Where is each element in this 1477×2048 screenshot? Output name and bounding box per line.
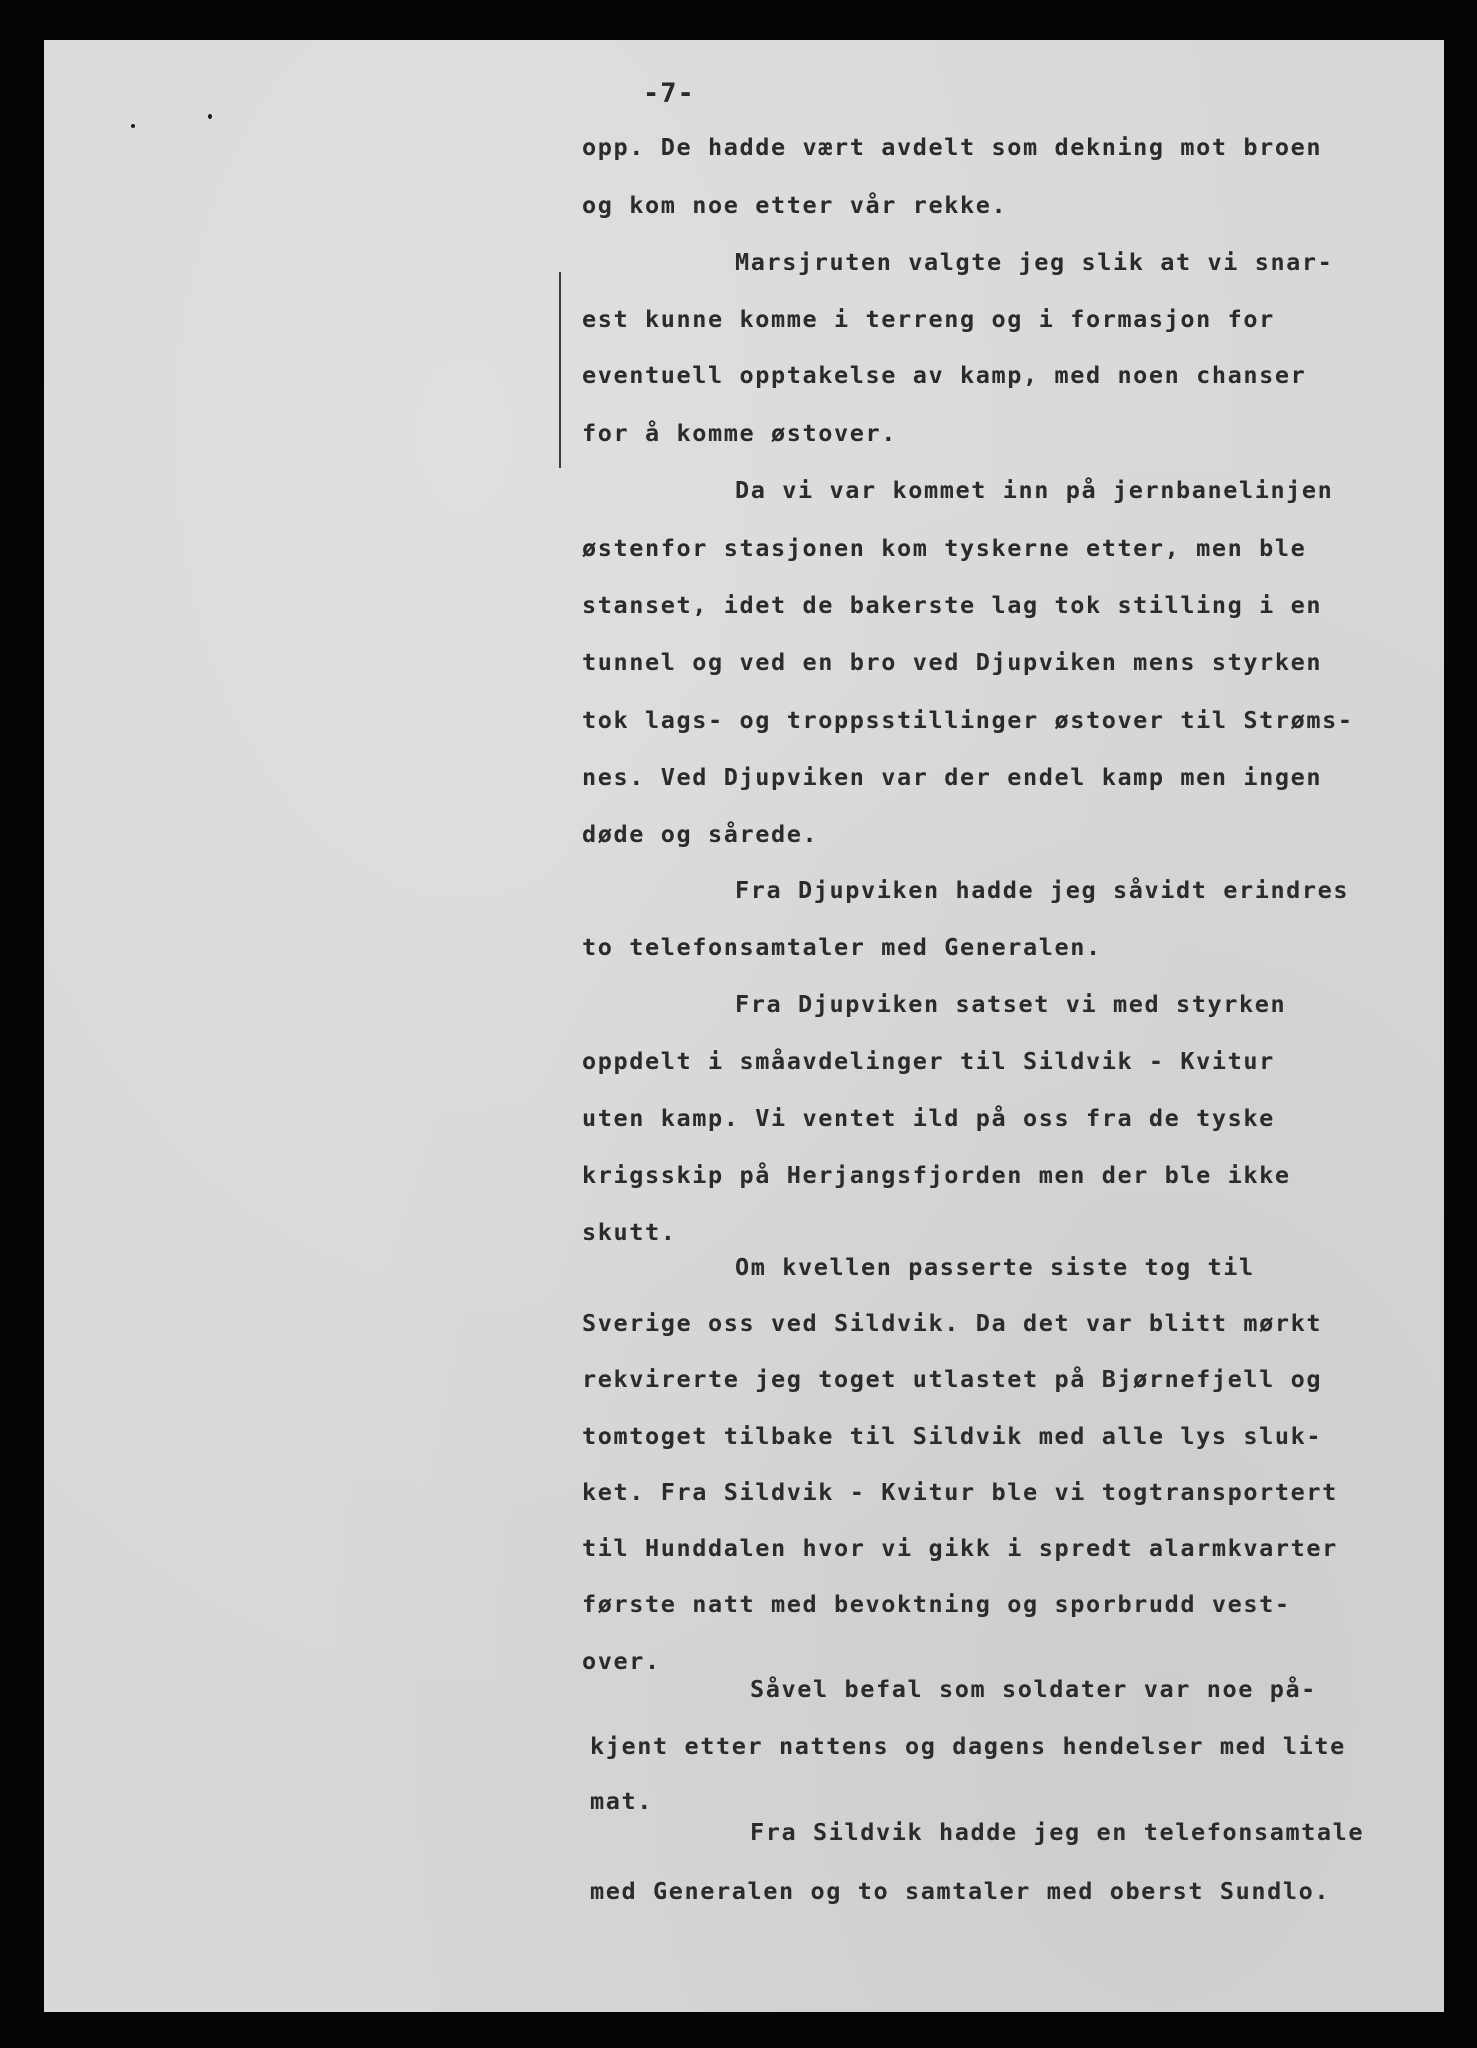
ink-speck xyxy=(131,124,135,128)
text-line: Såvel befal som soldater var noe på- xyxy=(750,1675,1317,1703)
text-line: første natt med bevoktning og sporbrudd vest- xyxy=(582,1590,1291,1618)
text-line: kjent etter nattens og dagens hendelser med lite xyxy=(590,1732,1346,1760)
text-line: Fra Djupviken hadde jeg såvidt erindres xyxy=(735,876,1350,904)
text-line: til Hunddalen hvor vi gikk i spredt alarmkvarter xyxy=(582,1534,1338,1562)
text-line: opp. De hadde vært avdelt som dekning mot broen xyxy=(582,133,1323,161)
page-number: -7- xyxy=(643,78,695,109)
text-line: nes. Ved Djupviken var der endel kamp men ingen xyxy=(582,763,1323,791)
text-line: Marsjruten valgte jeg slik at vi snar- xyxy=(735,248,1334,276)
text-line: Da vi var kommet inn på jernbanelinjen xyxy=(735,476,1334,504)
text-line: tunnel og ved en bro ved Djupviken mens styrken xyxy=(582,648,1323,676)
text-line: østenfor stasjonen kom tyskerne etter, men ble xyxy=(582,534,1307,562)
text-line: døde og sårede. xyxy=(582,820,819,848)
text-line: est kunne komme i terreng og i formasjon for xyxy=(582,305,1275,333)
text-line: og kom noe etter vår rekke. xyxy=(582,191,1008,219)
text-line: Fra Sildvik hadde jeg en telefonsamtale xyxy=(750,1818,1365,1846)
text-line: over. xyxy=(582,1647,661,1675)
text-line: stanset, idet de bakerste lag tok stilling i en xyxy=(582,591,1323,619)
ink-speck xyxy=(208,114,212,119)
text-line: for å komme østover. xyxy=(582,419,897,447)
text-line: skutt. xyxy=(582,1218,677,1246)
margin-mark xyxy=(559,272,561,468)
text-line: mat. xyxy=(590,1787,653,1815)
text-line: oppdelt i småavdelinger til Sildvik - Kvitur xyxy=(582,1047,1275,1075)
text-line: krigsskip på Herjangsfjorden men der ble ikke xyxy=(582,1161,1291,1189)
text-line: med Generalen og to samtaler med oberst Sundlo. xyxy=(590,1877,1331,1905)
text-line: ket. Fra Sildvik - Kvitur ble vi togtransportert xyxy=(582,1478,1338,1506)
text-line: Sverige oss ved Sildvik. Da det var blitt mørkt xyxy=(582,1309,1323,1337)
text-line: tok lags- og troppsstillinger østover til Strøms- xyxy=(582,706,1354,734)
text-line: Fra Djupviken satset vi med styrken xyxy=(735,990,1287,1018)
text-line: tomtoget tilbake til Sildvik med alle lys sluk- xyxy=(582,1422,1323,1450)
text-line: uten kamp. Vi ventet ild på oss fra de tyske xyxy=(582,1104,1275,1132)
text-line: rekvirerte jeg toget utlastet på Bjørnefjell og xyxy=(582,1365,1323,1393)
text-line: eventuell opptakelse av kamp, med noen chanser xyxy=(582,361,1307,389)
text-line: to telefonsamtaler med Generalen. xyxy=(582,933,1102,961)
text-line: Om kvellen passerte siste tog til xyxy=(735,1253,1255,1281)
document-page xyxy=(44,40,1444,2012)
